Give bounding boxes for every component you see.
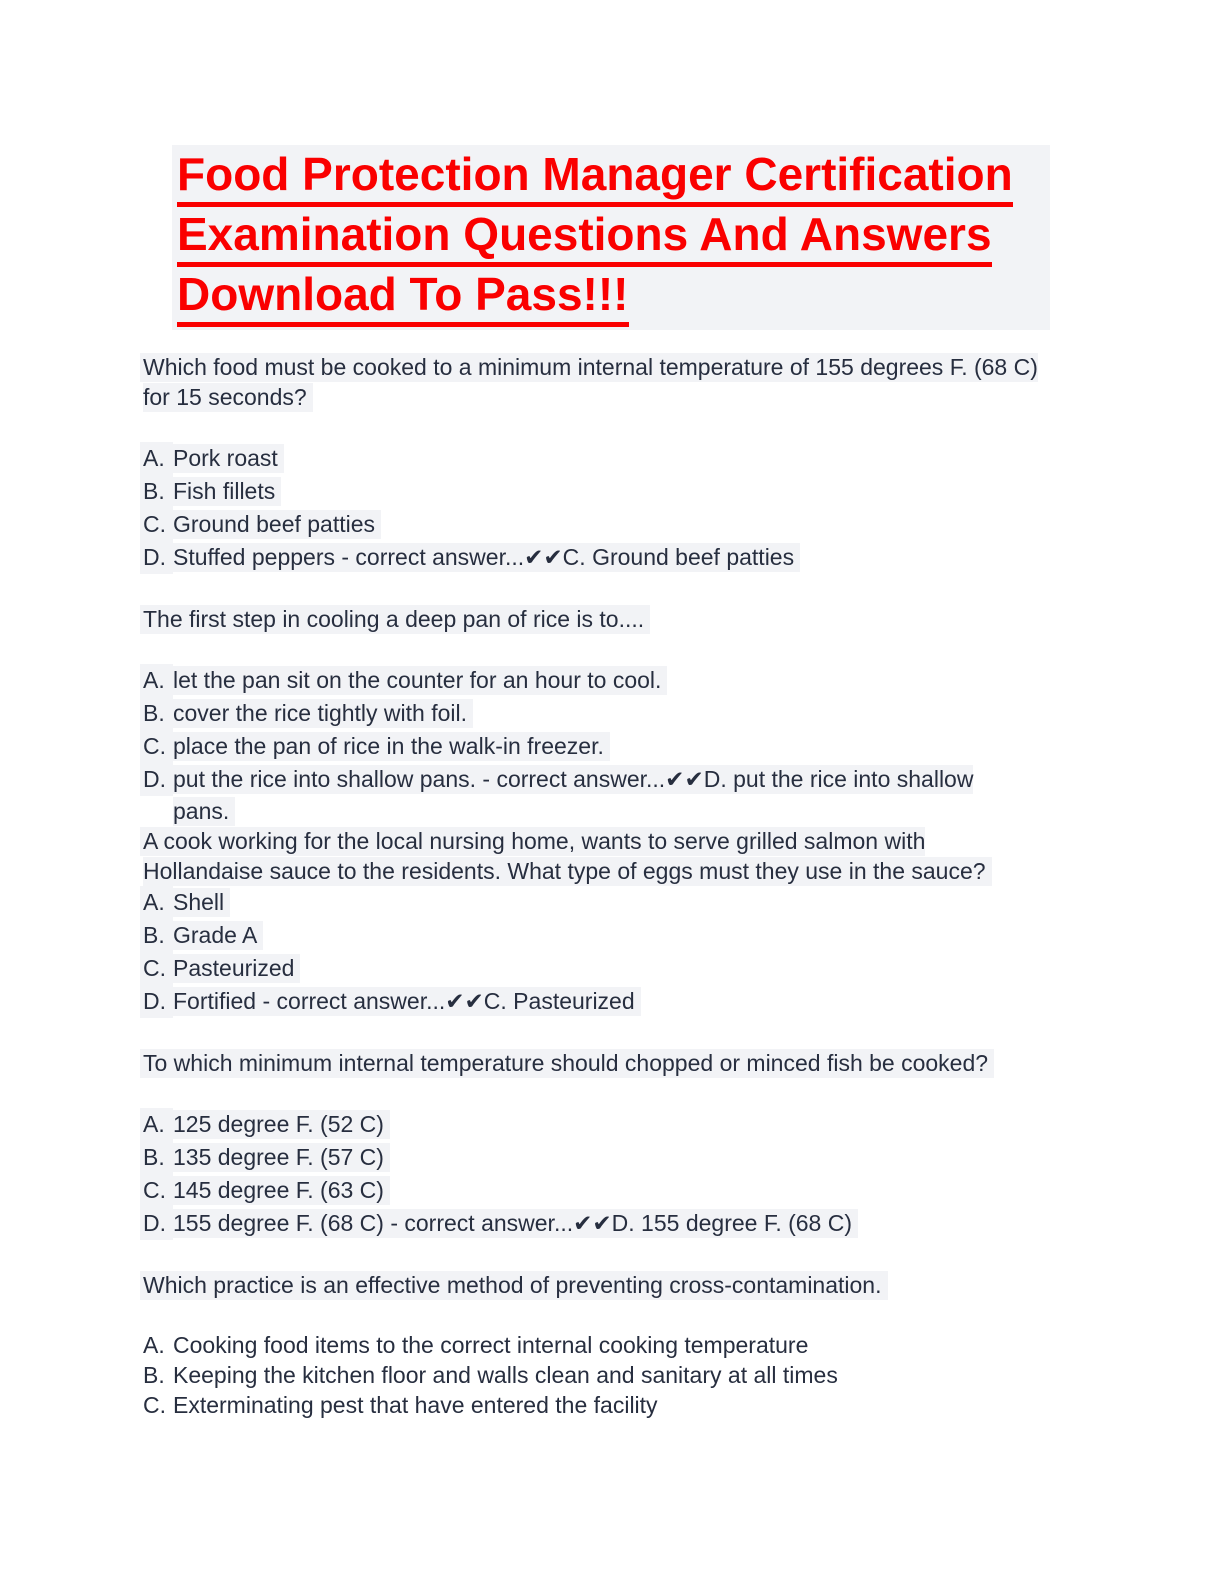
option-letter: A. bbox=[140, 664, 173, 697]
answer-option bbox=[143, 1207, 1040, 1240]
answer-option bbox=[143, 442, 1040, 475]
blank-line bbox=[143, 1018, 1040, 1048]
title-line-2: Examination Questions And Answers bbox=[177, 207, 992, 267]
answer-option bbox=[143, 508, 1040, 541]
page-title bbox=[172, 145, 1050, 330]
question-text bbox=[143, 826, 1040, 886]
answer-option bbox=[143, 1174, 1040, 1207]
blank-line bbox=[143, 1240, 1040, 1270]
blank-line bbox=[143, 412, 1040, 442]
option-text: Stuffed peppers - correct answer...✔✔C. Ground beef patties bbox=[170, 543, 800, 572]
option-letter: A. bbox=[140, 1108, 173, 1141]
option-letter: C. bbox=[140, 952, 173, 985]
answer-options bbox=[143, 1108, 1040, 1240]
option-text: 155 degree F. (68 C) - correct answer...✔✔D. 155 degree F. (68 C) bbox=[170, 1209, 858, 1238]
blank-line bbox=[143, 574, 1040, 604]
option-text: 125 degree F. (52 C) bbox=[170, 1110, 390, 1139]
answer-option bbox=[143, 1360, 1040, 1390]
document-page bbox=[143, 145, 1040, 1420]
option-text: Exterminating pest that have entered the facility bbox=[173, 1392, 658, 1418]
title-line-3: Download To Pass!!! bbox=[177, 267, 629, 327]
option-letter: C. bbox=[140, 508, 173, 541]
answer-option bbox=[143, 1108, 1040, 1141]
answer-options bbox=[143, 664, 1040, 826]
option-letter: D. bbox=[140, 541, 173, 574]
option-letter: A. bbox=[143, 1332, 165, 1358]
option-letter: D. bbox=[140, 763, 173, 796]
option-letter: C. bbox=[143, 1392, 166, 1418]
answer-option bbox=[143, 763, 1040, 826]
option-letter: B. bbox=[140, 697, 173, 730]
question-text bbox=[143, 604, 1040, 634]
option-text: put the rice into shallow pans. - correct answer...✔✔D. put the rice into shallow pans. bbox=[170, 765, 973, 826]
option-text: Pasteurized bbox=[170, 954, 300, 983]
answer-option bbox=[143, 697, 1040, 730]
option-text: Fortified - correct answer...✔✔C. Pasteurized bbox=[170, 987, 641, 1016]
option-letter: D. bbox=[140, 985, 173, 1018]
answer-option bbox=[143, 919, 1040, 952]
question-text bbox=[143, 1048, 1040, 1078]
answer-options bbox=[143, 1330, 1040, 1420]
question-text-content: Which food must be cooked to a minimum internal temperature of 155 degrees F. (68 C) for 15 seconds? bbox=[140, 353, 1038, 412]
option-letter: C. bbox=[140, 730, 173, 763]
question-text-content: Which practice is an effective method of preventing cross-contamination. bbox=[140, 1271, 888, 1300]
option-text: Keeping the kitchen floor and walls clean and sanitary at all times bbox=[173, 1362, 838, 1388]
question-text bbox=[143, 1270, 1040, 1300]
answer-option bbox=[143, 664, 1040, 697]
question-text bbox=[143, 352, 1040, 412]
option-text: Ground beef patties bbox=[170, 510, 381, 539]
question-text-content: The first step in cooling a deep pan of rice is to.... bbox=[140, 605, 650, 634]
option-letter: B. bbox=[140, 1141, 173, 1174]
blank-line bbox=[143, 1300, 1040, 1330]
option-text: Fish fillets bbox=[170, 477, 281, 506]
option-text: let the pan sit on the counter for an hour to cool. bbox=[170, 666, 667, 695]
answer-options bbox=[143, 442, 1040, 574]
option-text: cover the rice tightly with foil. bbox=[170, 699, 473, 728]
answer-options bbox=[143, 886, 1040, 1018]
option-text: 145 degree F. (63 C) bbox=[170, 1176, 390, 1205]
title-line-1: Food Protection Manager Certification bbox=[177, 147, 1013, 207]
answer-option bbox=[143, 985, 1040, 1018]
option-text: Grade A bbox=[170, 921, 263, 950]
answer-option bbox=[143, 1141, 1040, 1174]
blank-line bbox=[143, 1078, 1040, 1108]
answer-option bbox=[143, 1330, 1040, 1360]
option-letter: B. bbox=[143, 1362, 165, 1388]
option-letter: B. bbox=[140, 475, 173, 508]
answer-option bbox=[143, 730, 1040, 763]
option-letter: A. bbox=[140, 442, 173, 475]
answer-option bbox=[143, 1390, 1040, 1420]
option-text: 135 degree F. (57 C) bbox=[170, 1143, 390, 1172]
answer-option bbox=[143, 541, 1040, 574]
answer-option bbox=[143, 952, 1040, 985]
document-body bbox=[143, 352, 1040, 1420]
option-text: Pork roast bbox=[170, 444, 284, 473]
option-letter: B. bbox=[140, 919, 173, 952]
option-letter: D. bbox=[140, 1207, 173, 1240]
option-text: place the pan of rice in the walk-in freezer. bbox=[170, 732, 610, 761]
option-letter: C. bbox=[140, 1174, 173, 1207]
question-text-content: A cook working for the local nursing home, wants to serve grilled salmon with Hollandaise sauce to the residents. What type of eggs must they use in the sauce? bbox=[140, 827, 992, 886]
question-text-content: To which minimum internal temperature should chopped or minced fish be cooked? bbox=[140, 1049, 994, 1078]
option-letter: A. bbox=[140, 886, 173, 919]
blank-line bbox=[143, 634, 1040, 664]
option-text: Cooking food items to the correct internal cooking temperature bbox=[173, 1332, 809, 1358]
answer-option bbox=[143, 886, 1040, 919]
option-text: Shell bbox=[170, 888, 230, 917]
answer-option bbox=[143, 475, 1040, 508]
